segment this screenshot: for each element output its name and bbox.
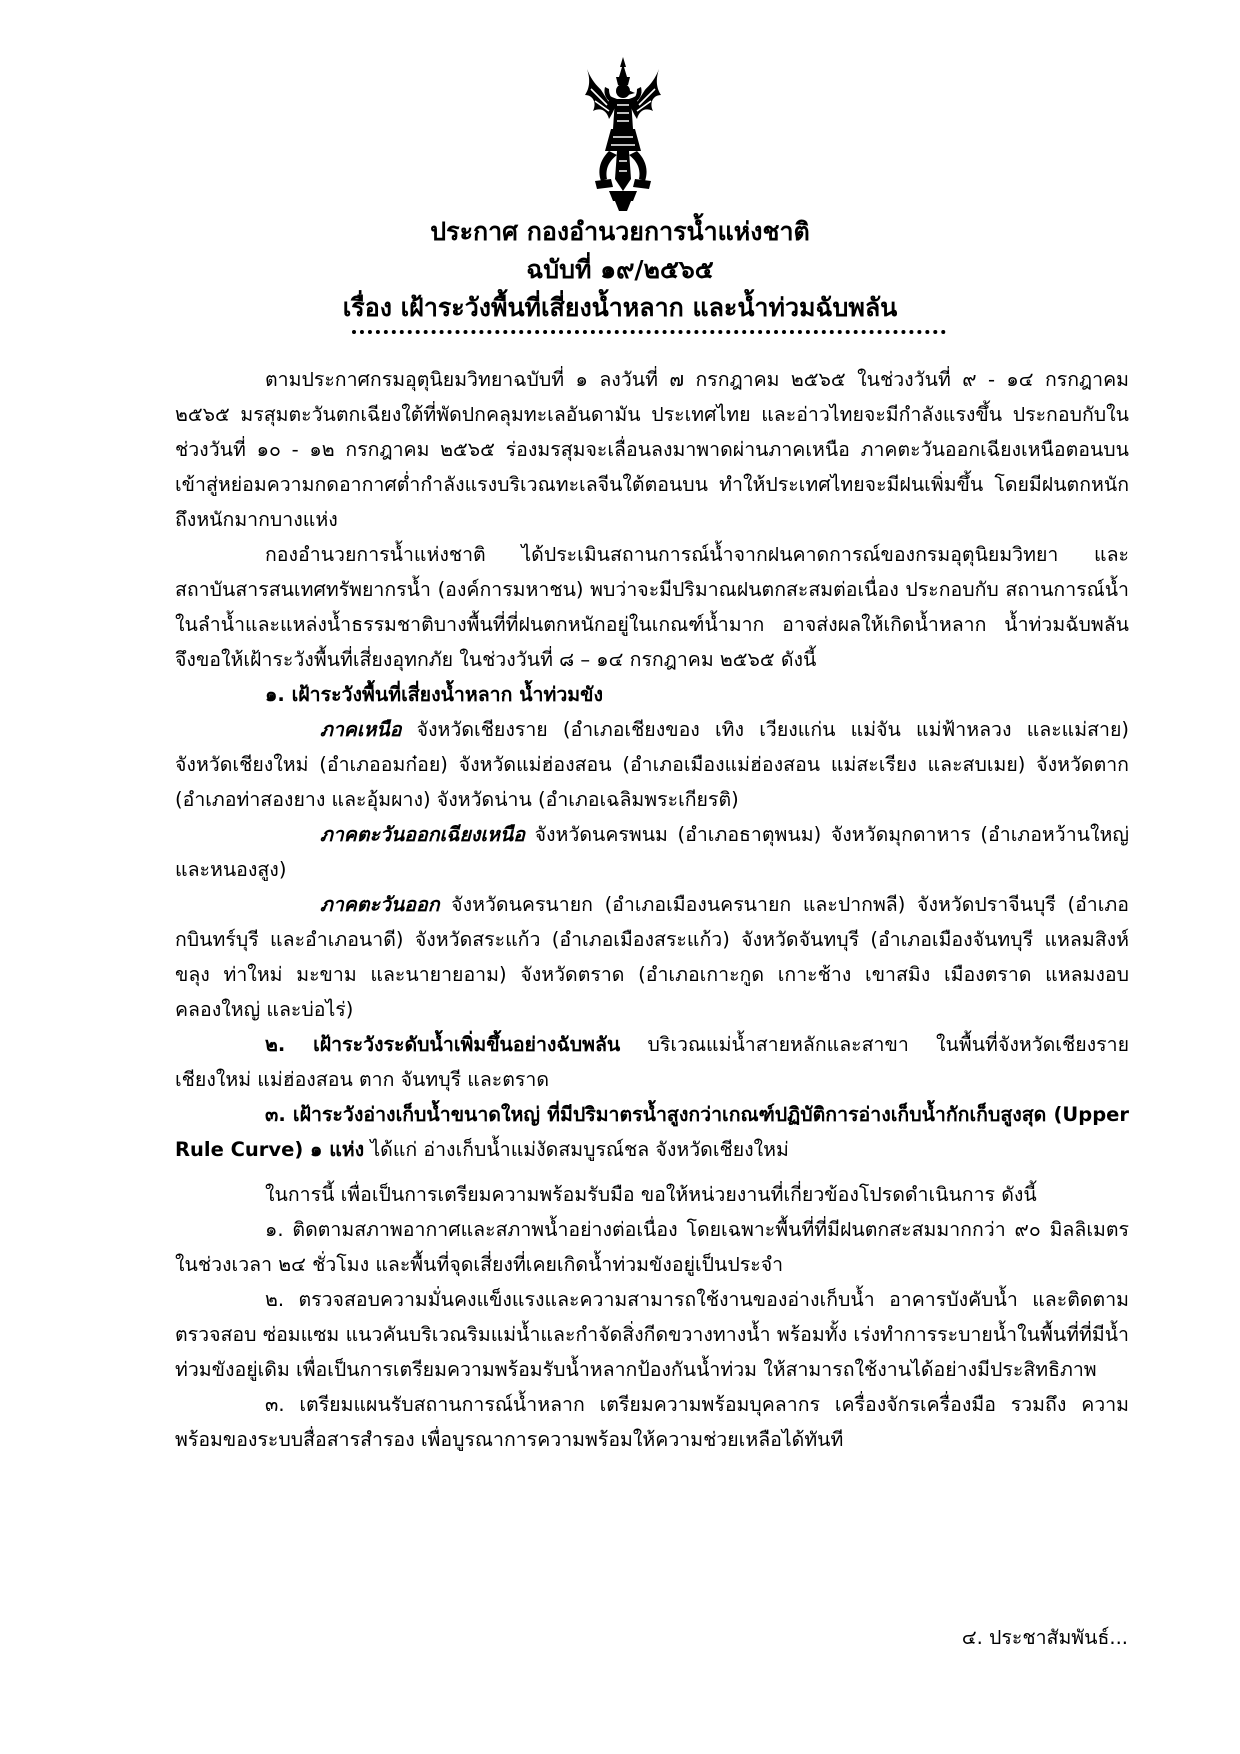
section-2 [175,1027,1129,1097]
paragraph-weather-forecast: ตามประกาศกรมอุตุนิยมวิทยาฉบับที่ ๑ ลงวันที่ ๗ กรกฎาคม ๒๕๖๕ ในช่วงวันที่ ๙ - ๑๔ กรกฎาคม ๒๕๖๕ มรสุมตะวันตกเฉียงใต้ที่พัดปกคลุมทะเลอันดามัน ประเทศไทย และอ่าวไทยจะมีกำลังแรงขึ้น ประกอบกับในช่วงวันที่ ๑๐ - ๑๒ กรกฎาคม ๒๕๖๕ ร่องมรสุมจะเลื่อนลงมาพาดผ่านภาคเหนือ ภาคตะวันออกเฉียงเหนือตอนบน เข้าสู่หย่อมความกดอากาศต่ำกำลังแรงบริเวณทะเลจีนใต้ตอนบน ทำให้ประเทศไทยจะมีฝนเพิ่มขึ้น โดยมีฝนตกหนักถึงหนักมากบางแห่ง [175,368,1129,531]
section-1-heading: ๑. เฝ้าระวังพื้นที่เสี่ยงน้ำหลาก น้ำท่วมขัง [265,683,604,706]
action-item-3: ๓. เตรียมแผนรับสถานการณ์น้ำหลาก เตรียมความพร้อมบุคลากร เครื่องจักรเครื่องมือ รวมถึง ความพร้อมของระบบสื่อสารสำรอง เพื่อบูรณาการความพร้อมให้ความช่วยเหลือได้ทันที [175,1393,1129,1451]
region-east-text: จังหวัดนครนายก (อำเภอเมืองนครนายก และปากพลี) จังหวัดปราจีนบุรี (อำเภอกบินทร์บุรี และอำเภอนาดี) จังหวัดสระแก้ว (อำเภอเมืองสระแก้ว) จังหวัดจันทบุรี (อำเภอเมืองจันทบุรี แหลมสิงห์ ขลุง ท่าใหม่ มะขาม และนายายอาม) จังหวัดตราด (อำเภอเกาะกูด เกาะช้าง เขาสมิง เมืองตราด แหลมงอบ คลองใหญ่ และบ่อไร่) [175,893,1129,1021]
region-north-text: จังหวัดเชียงราย (อำเภอเชียงของ เทิง เวียงแก่น แม่จัน แม่ฟ้าหลวง และแม่สาย) จังหวัดเชียงใหม่ (อำเภออมก๋อย) จังหวัดแม่ฮ่องสอน (อำเภอเมืองแม่ฮ่องสอน แม่สะเรียง และสบเมย) จังหวัดตาก (อำเภอท่าสองยาง และอุ้มผาง) จังหวัดน่าน (อำเภอเฉลิมพระเกียรติ) [175,718,1129,811]
action-item-2: ๒. ตรวจสอบความมั่นคงแข็งแรงและความสามารถใช้งานของอ่างเก็บน้ำ อาคารบังคับน้ำ และติดตาม ตรวจสอบ ซ่อมแซม แนวคันบริเวณริมแม่น้ำและกำจัดสิ่งกีดขวางทางน้ำ พร้อมทั้ง เร่งทำการระบายน้ำในพื้นที่ที่มีน้ำท่วมขังอยู่เดิม เพื่อเป็นการเตรียมความพร้อมรับน้ำหลากป้องกันน้ำท่วม ให้สามารถใช้งานได้อย่างมีประสิทธิภาพ [175,1288,1129,1381]
announcement-subject: เรื่อง เฝ้าระวังพื้นที่เสี่ยงน้ำหลาก และน้ำท่วมฉับพลัน [342,293,898,322]
announcement-header [0,213,1240,327]
paragraph-assessment: กองอำนวยการน้ำแห่งชาติ ได้ประเมินสถานการณ์น้ำจากฝนคาดการณ์ของกรมอุตุนิยมวิทยา และสถาบันสารสนเทศทรัพยากรน้ำ (องค์การมหาชน) พบว่าจะมีปริมาณฝนตกสะสมต่อเนื่อง ประกอบกับ สถานการณ์น้ำในลำน้ำและแหล่งน้ำธรรมชาติบางพื้นที่ที่ฝนตกหนักอยู่ในเกณฑ์น้ำมาก อาจส่งผลให้เกิดน้ำหลาก น้ำท่วมฉับพลัน จึงขอให้เฝ้าระวังพื้นที่เสี่ยงอุทกภัย ในช่วงวันที่ ๘ – ๑๔ กรกฎาคม ๒๕๖๕ ดังนี้ [175,543,1129,671]
region-northeast [175,817,1129,887]
region-northeast-text: จังหวัดนครพนม (อำเภอธาตุพนม) จังหวัดมุกดาหาร (อำเภอหว้านใหญ่ และหนองสูง) [175,823,1129,881]
region-east-label: ภาคตะวันออก [320,893,440,916]
announcement-body [175,362,1129,1457]
dotted-divider [352,330,946,334]
section-3-heading: ๓. เฝ้าระวังอ่างเก็บน้ำขนาดใหญ่ ที่มีปริมาตรน้ำสูงกว่าเกณฑ์ปฏิบัติการอ่างเก็บน้ำกักเก็บสูงสุด (Upper Rule Curve) ๑ แห่ง [175,1103,1129,1161]
section-3-text: ได้แก่ อ่างเก็บน้ำแม่งัดสมบูรณ์ชล จังหวัดเชียงใหม่ [364,1138,789,1161]
section-3 [175,1097,1129,1167]
action-item-1: ๑. ติดตามสภาพอากาศและสภาพน้ำอย่างต่อเนื่อง โดยเฉพาะพื้นที่ที่มีฝนตกสะสมมากกว่า ๙๐ มิลลิเมตร ในช่วงเวลา ๒๔ ชั่วโมง และพื้นที่จุดเสี่ยงที่เคยเกิดน้ำท่วมขังอยู่เป็นประจำ [175,1218,1129,1276]
garuda-emblem-icon [583,55,663,215]
region-east [175,887,1129,1027]
region-northeast-label: ภาคตะวันออกเฉียงเหนือ [320,823,525,846]
announcement-number: ฉบับที่ ๑๙/๒๕๖๕ [526,255,714,284]
section-2-text: บริเวณแม่น้ำสายหลักและสาขา ในพื้นที่จังหวัดเชียงราย เชียงใหม่ แม่ฮ่องสอน ตาก จันทบุรี และตราด [175,1033,1130,1091]
continuation-marker: ๔. ประชาสัมพันธ์... [961,1626,1128,1649]
region-north-label: ภาคเหนือ [320,718,402,741]
section-2-heading: ๒. เฝ้าระวังระดับน้ำเพิ่มขึ้นอย่างฉับพลัน [265,1033,621,1056]
region-north [175,712,1129,817]
announcement-title: ประกาศ กองอำนวยการน้ำแห่งชาติ [430,217,810,246]
paragraph-instructions: ในการนี้ เพื่อเป็นการเตรียมความพร้อมรับมือ ขอให้หน่วยงานที่เกี่ยวข้องโปรดดำเนินการ ดังนี้ [265,1183,1037,1206]
